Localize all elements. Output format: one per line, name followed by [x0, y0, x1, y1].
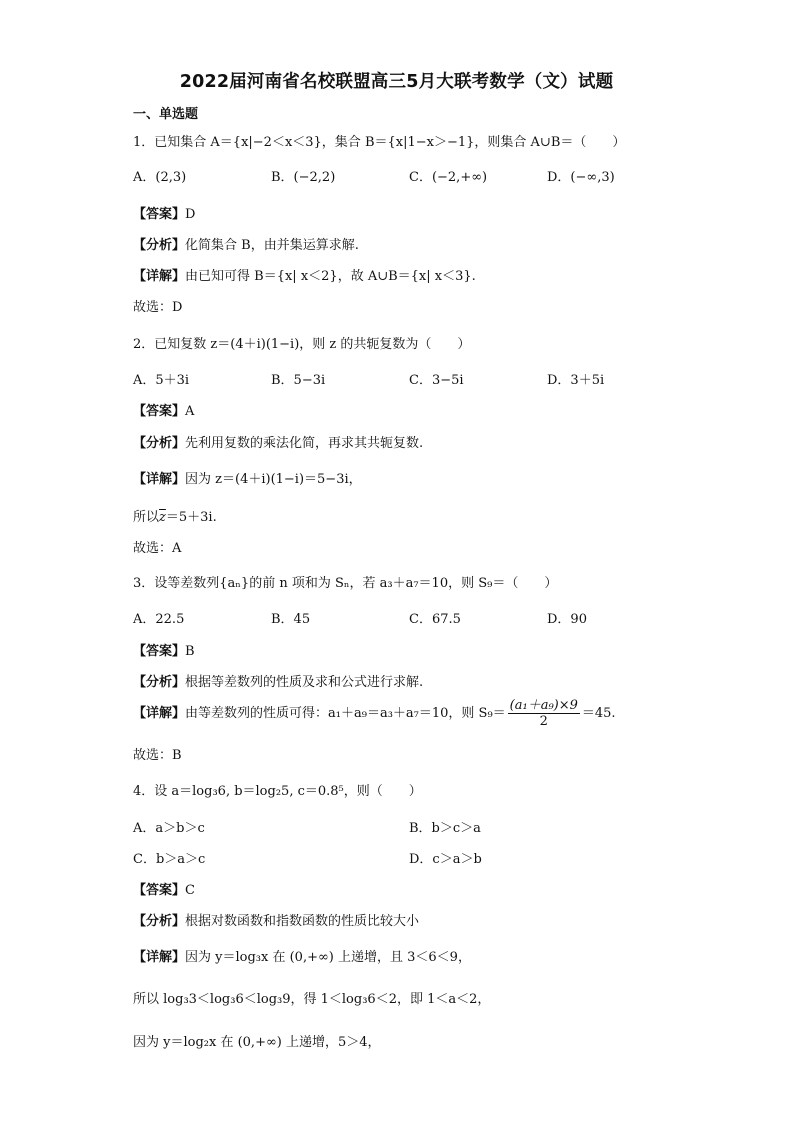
q4-option-a: A．a＞b＞c	[133, 821, 205, 836]
q1-option-b: B．(−2,2)	[271, 170, 336, 185]
q3-option-a: A．22.5	[133, 612, 185, 627]
analysis-text: 先利用复数的乘法化简，再求其共轭复数.	[185, 436, 424, 451]
q4-detail-line3: 因为 y＝log₂x 在 (0,+∞) 上递增，5＞4，	[133, 1035, 381, 1050]
q2-option-d: D．3＋5i	[547, 373, 605, 388]
q4-option-c: C．b＞a＞c	[133, 852, 206, 867]
analysis-text: 根据对数函数和指数函数的性质比较大小	[185, 914, 420, 929]
detail-text: 由已知可得 B＝{x| x＜2}，故 A∪B＝{x| x＜3}.	[185, 269, 476, 284]
analysis-text: 化简集合 B，由并集运算求解.	[185, 238, 359, 253]
fraction-numerator: (a₁＋a₉)×9	[509, 698, 578, 713]
q4-detail-line2: 所以 log₃3＜log₃6＜log₃9，得 1＜log₃6＜2，即 1＜a＜2，	[133, 992, 491, 1007]
q3-option-b: B．45	[271, 612, 311, 627]
answer-value: B	[185, 644, 195, 659]
q3-option-c: C．67.5	[409, 612, 461, 627]
q1-stem: 1．已知集合 A＝{x|−2＜x＜3}，集合 B＝{x|1−x＞−1}，则集合 A∪B＝（ ）	[133, 135, 626, 150]
q1-detail	[133, 265, 476, 284]
detail-text: 因为 y＝log₃x 在 (0,+∞) 上递增，且 3＜6＜9，	[185, 950, 471, 965]
q1-analysis	[133, 234, 359, 253]
q4-option-d: D．c＞a＞b	[409, 852, 482, 867]
answer-tag: 【答案】	[133, 207, 186, 222]
q4-analysis	[133, 910, 419, 929]
q3-choose: 故选：B	[133, 748, 182, 763]
q2-analysis	[133, 432, 423, 451]
analysis-text: 根据等差数列的性质及求和公式进行求解.	[185, 675, 424, 690]
q1-option-c: C．(−2,+∞)	[409, 170, 488, 185]
fraction-denominator: 2	[539, 714, 548, 729]
answer-tag: 【答案】	[133, 644, 186, 659]
answer-tag: 【答案】	[133, 404, 186, 419]
conjugate-z: $\overline{z}$	[159, 510, 166, 525]
detail-text: 由等差数列的性质可得：a₁＋a₉＝a₃＋a₇＝10，则 S₉＝	[185, 706, 506, 721]
detail-tag: 【详解】	[133, 269, 186, 284]
q1-choose: 故选：D	[133, 300, 183, 315]
q4-answer	[133, 879, 195, 898]
q2-option-c: C．3−5i	[409, 373, 464, 388]
section-heading: 一、单选题	[133, 107, 199, 122]
detail-tag: 【详解】	[133, 950, 186, 965]
detail-result: ＝45.	[581, 706, 616, 721]
q2-choose: 故选：A	[133, 541, 182, 556]
so-rest: ＝5＋3i.	[165, 510, 217, 525]
q4-stem: 4．设 a＝log₃6, b＝log₂5, c＝0.8⁵，则（ ）	[133, 784, 422, 799]
so-prefix: 所以	[133, 510, 160, 525]
q4-detail	[133, 946, 471, 965]
q1-option-a: A．(2,3)	[133, 170, 187, 185]
q3-option-d: D．90	[547, 612, 587, 627]
detail-text: 因为 z＝(4＋i)(1−i)＝5−3i，	[185, 472, 362, 487]
q2-option-b: B．5−3i	[271, 373, 326, 388]
answer-value: C	[185, 883, 195, 898]
page-title: 2022届河南省名校联盟高三5月大联考数学（文）试题	[179, 72, 614, 92]
analysis-tag: 【分析】	[133, 238, 186, 253]
q2-so-line	[133, 506, 217, 525]
detail-tag: 【详解】	[133, 706, 186, 721]
q2-option-a: A．5＋3i	[133, 373, 190, 388]
answer-tag: 【答案】	[133, 883, 186, 898]
analysis-tag: 【分析】	[133, 675, 186, 690]
answer-value: D	[185, 207, 196, 222]
q3-analysis	[133, 671, 423, 690]
q3-stem: 3．设等差数列{aₙ}的前 n 项和为 Sₙ，若 a₃＋a₇＝10，则 S₉＝（ ）	[133, 576, 558, 591]
q3-answer	[133, 640, 195, 659]
analysis-tag: 【分析】	[133, 914, 186, 929]
q1-answer	[133, 203, 195, 222]
q2-stem: 2．已知复数 z＝(4＋i)(1−i)，则 z 的共轭复数为（ ）	[133, 337, 471, 352]
detail-tag: 【详解】	[133, 472, 186, 487]
q2-answer	[133, 400, 194, 419]
q2-detail	[133, 468, 362, 487]
fraction	[508, 698, 580, 729]
q1-option-d: D．(−∞,3)	[547, 170, 615, 185]
q3-detail	[133, 698, 616, 729]
q4-option-b: B．b＞c＞a	[409, 821, 481, 836]
analysis-tag: 【分析】	[133, 436, 186, 451]
answer-value: A	[185, 404, 195, 419]
